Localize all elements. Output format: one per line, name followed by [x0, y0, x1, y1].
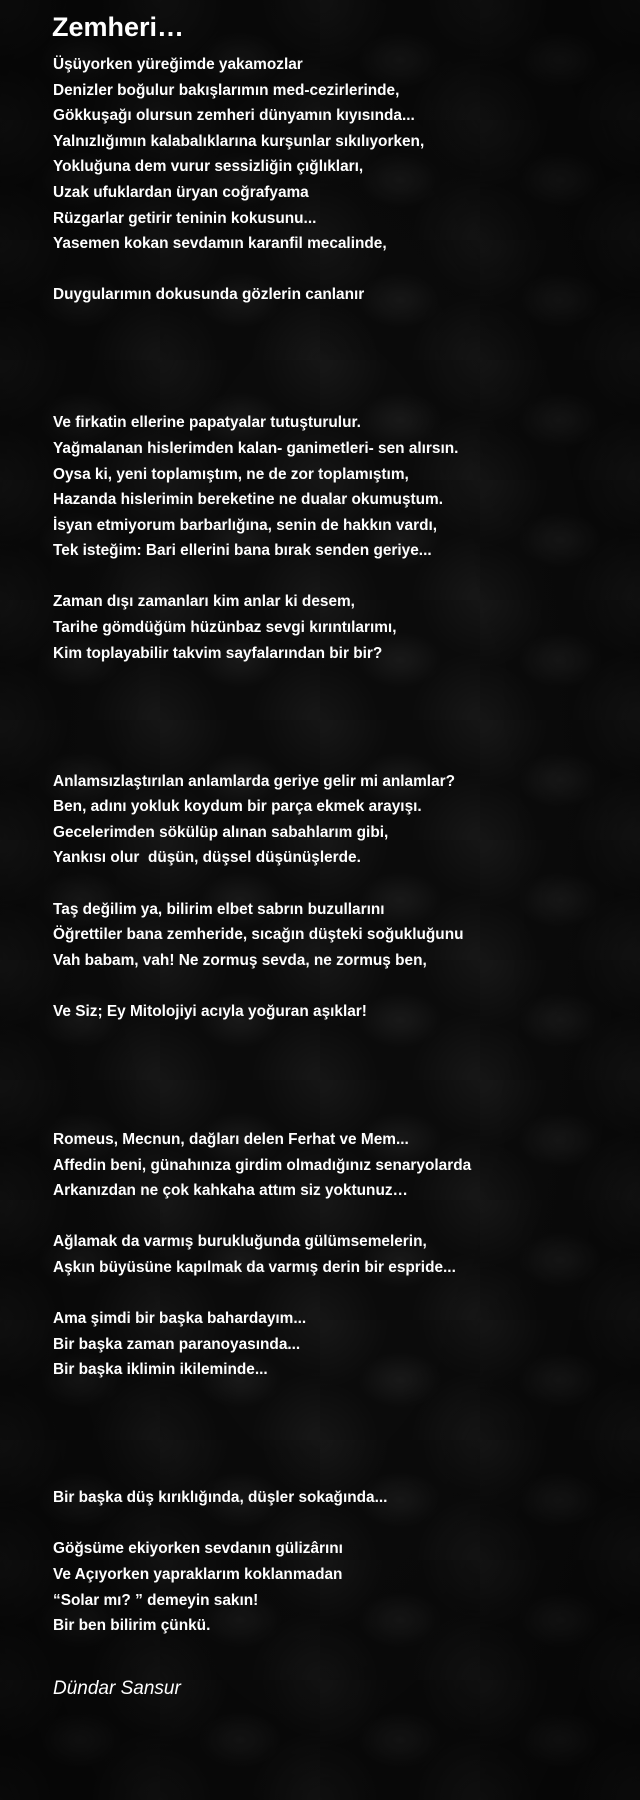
- poem-line: Yağmalanan hislerimden kalan- ganimetleri- sen alırsın.: [53, 439, 459, 457]
- poem-line: Bir başka düş kırıklığında, düşler sokağında...: [53, 1489, 388, 1507]
- poem-line: Romeus, Mecnun, dağları delen Ferhat ve Mem...: [53, 1130, 409, 1148]
- poem-line: Gecelerimden sökülüp alınan sabahlarım gibi,: [53, 823, 389, 841]
- poem-line: Tek isteğim: Bari ellerini bana bırak senden geriye...: [53, 542, 432, 560]
- stanza-break: [53, 1434, 623, 1460]
- poem-line: Arkanızdan ne çok kahkaha attım siz yoktunuz…: [53, 1182, 408, 1200]
- poem-line: Hazanda hislerimin bereketine ne dualar okumuştum.: [53, 491, 444, 509]
- poem-line: Ama şimdi bir başka bahardayım...: [53, 1310, 307, 1328]
- poem-line: Anlamsızlaştırılan anlamlarda geriye gelir mi anlamlar?: [53, 772, 456, 790]
- poem-line: Ağlamak da varmış burukluğunda gülümsemelerin,: [53, 1233, 427, 1251]
- stanza-break: [53, 871, 623, 897]
- poem-line: İsyan etmiyorum barbarlığına, senin de hakkın vardı,: [53, 516, 438, 534]
- poem-line: Ben, adını yokluk koydum bir parça ekmek arayışı.: [53, 798, 422, 816]
- stanza-break: [53, 1383, 623, 1409]
- poem-body: [53, 52, 623, 1639]
- stanza-break: [53, 1204, 623, 1230]
- stanza-break: [53, 257, 623, 283]
- poem-line: Yokluğuna dem vurur sessizliğin çığlıkları,: [53, 158, 364, 176]
- stanza-break: [53, 973, 623, 999]
- poem-line: Yankısı olur düşün, düşsel düşünüşlerde.: [53, 849, 361, 867]
- poem-line: Yasemen kokan sevdamın karanfil mecalinde,: [53, 235, 387, 253]
- poem-line: Kim toplayabilir takvim sayfalarından bir bir?: [53, 644, 383, 662]
- poem-line: “Solar mı? ” demeyin sakın!: [53, 1591, 259, 1609]
- stanza-break: [53, 743, 623, 769]
- stanza-break: [53, 1025, 623, 1051]
- stanza-break: [53, 1101, 623, 1127]
- poem-line: Uzak ufuklardan üryan coğrafyama: [53, 183, 309, 201]
- stanza-break: [53, 385, 623, 411]
- stanza-break: [53, 334, 623, 360]
- poem-line: Affedin beni, günahınıza girdim olmadığınız senaryolarda: [53, 1156, 472, 1174]
- poem-line: Oysa ki, yeni toplamıştım, ne de zor toplamıştım,: [53, 465, 409, 483]
- poem-line: Ve Siz; Ey Mitolojiyi acıyla yoğuran aşıklar!: [53, 1002, 367, 1020]
- poem-title: Zemheri…: [52, 12, 185, 42]
- stanza-break: [53, 666, 623, 692]
- stanza-break: [53, 1460, 623, 1486]
- poem-line: Üşüyorken yüreğimde yakamozlar: [53, 56, 303, 73]
- poem-line: Bir başka iklimin ikileminde...: [53, 1361, 268, 1379]
- poem-line: Ve firkatin ellerine papatyalar tutuşturulur.: [53, 414, 361, 432]
- poem-line: Bir ben bilirim çünkü.: [53, 1617, 211, 1635]
- poem-line: Rüzgarlar getirir teninin kokusunu...: [53, 209, 317, 227]
- stanza-break: [53, 564, 623, 590]
- poem-line: Taş değilim ya, bilirim elbet sabrın buzullarını: [53, 900, 385, 918]
- poem-line: Gökkuşağı olursun zemheri dünyamın kıyısında...: [53, 107, 415, 125]
- stanza-break: [53, 308, 623, 334]
- poem-author: Dündar Sansur: [53, 1678, 181, 1699]
- stanza-break: [53, 692, 623, 718]
- poem-line: Ve Açıyorken yapraklarım koklanmadan: [53, 1566, 343, 1584]
- stanza-break: [53, 1076, 623, 1102]
- stanza-break: [53, 1511, 623, 1537]
- poem-line: Tarihe gömdüğüm hüzünbaz sevgi kırıntılarımı,: [53, 619, 397, 637]
- poem-line: Göğsüme ekiyorken sevdanın gülizârını: [53, 1540, 343, 1558]
- poem-line: Duygularımın dokusunda gözlerin canlanır: [53, 286, 365, 304]
- stanza-break: [53, 1050, 623, 1076]
- stanza-break: [53, 1408, 623, 1434]
- poem-line: Aşkın büyüsüne kapılmak da varmış derin bir espride...: [53, 1258, 456, 1276]
- poem-line: Yalnızlığımın kalabalıklarına kurşunlar sıkılıyorken,: [53, 132, 425, 150]
- poem-line: Öğrettiler bana zemheride, sıcağın düşteki soğukluğunu: [53, 926, 464, 944]
- poem-line: Vah babam, vah! Ne zormuş sevda, ne zormuş ben,: [53, 951, 427, 969]
- stanza-break: [53, 359, 623, 385]
- poem-line: Bir başka zaman paranoyasında...: [53, 1335, 301, 1353]
- stanza-break: [53, 717, 623, 743]
- stanza-break: [53, 1281, 623, 1307]
- poem-line: Zaman dışı zamanları kim anlar ki desem,: [53, 593, 355, 611]
- poem-line: Denizler boğulur bakışlarımın med-cezirlerinde,: [53, 81, 400, 99]
